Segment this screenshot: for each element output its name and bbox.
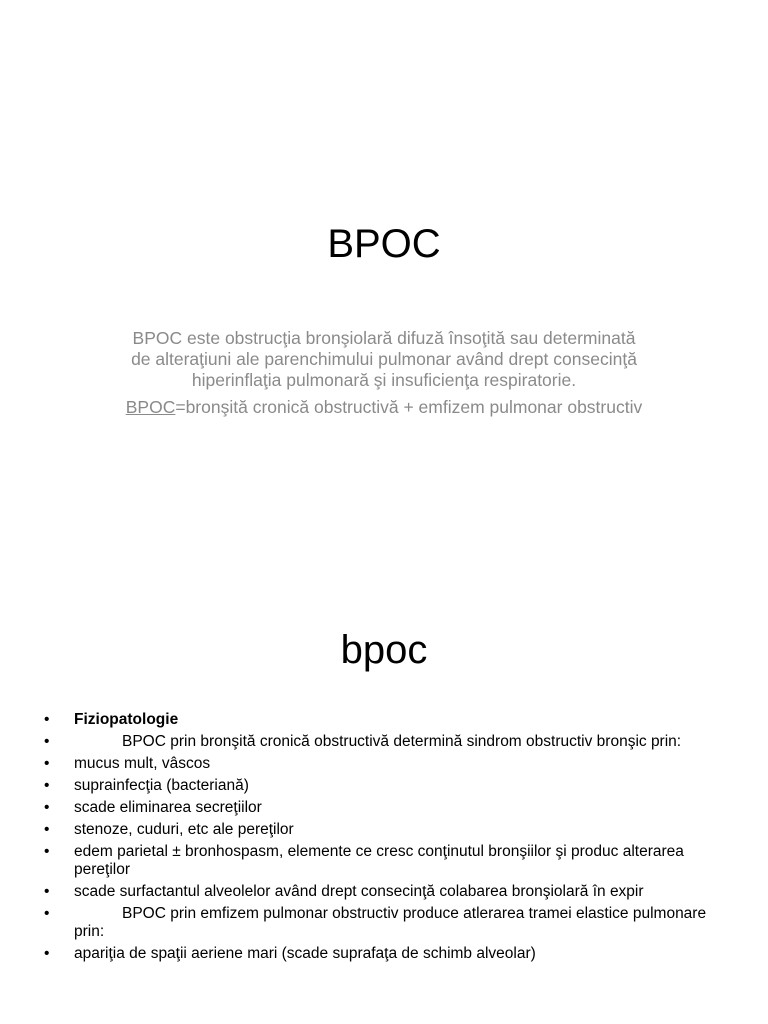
list-item: • BPOC prin bronşită cronică obstructivă determină sindrom obstructiv bronşic prin: [44, 733, 682, 750]
list-item: • scade surfactantul alveolelor având drept consecinţă colabarea bronşiolară în expir [44, 883, 644, 900]
list-item: • apariţia de spaţii aeriene mari (scade suprafaţa de schimb alveolar) [44, 945, 536, 962]
list-item: • BPOC prin emfizem pulmonar obstructiv produce atlerarea tramei elastice pulmonare prin: [44, 905, 707, 940]
list-item: • scade eliminarea secreţiilor [44, 799, 262, 816]
list-item: • mucus mult, vâscos [44, 755, 211, 772]
bullet-list [40, 711, 740, 967]
bullet-icon: • [44, 821, 50, 838]
list-item: • suprainfecţia (bacteriană) [44, 777, 249, 794]
bullet-icon: • [44, 799, 50, 816]
list-item: • stenoze, cuduri, etc ale pereţilor [44, 821, 294, 838]
definition-paragraph: BPOC este obstrucţia bronşiolară difuză însoţită sau determinată de alteraţiuni ale parenchimului pulmonar având drept consecinţă hiperinflaţia pulmonară şi insuficienţa respiratorie. [131, 328, 637, 390]
definition-formula [124, 397, 644, 418]
slide-1-subtitle [124, 328, 644, 424]
slide-2-title: bpoc [340, 628, 428, 672]
bullet-icon: • [44, 711, 50, 728]
bullet-icon: • [44, 777, 50, 794]
slide-1-title: BPOC [327, 222, 441, 266]
slide-2 [0, 580, 768, 1024]
bullet-icon: • [44, 905, 50, 922]
bullet-icon: • [44, 843, 50, 860]
definition-term-link[interactable]: BPOC [125, 397, 176, 417]
bullet-icon: • [44, 883, 50, 900]
bullet-icon: • [44, 733, 50, 750]
bullet-icon: • [44, 755, 50, 772]
definition-formula-text: =bronşită cronică obstructivă + emfizem pulmonar obstructiv [175, 397, 643, 417]
bullet-icon: • [44, 945, 50, 962]
list-item: • edem parietal ± bronhospasm, elemente ce cresc conţinutul bronşiilor şi produc alterarea pereţilor [44, 843, 684, 878]
list-item: • Fiziopatologie [44, 711, 179, 728]
